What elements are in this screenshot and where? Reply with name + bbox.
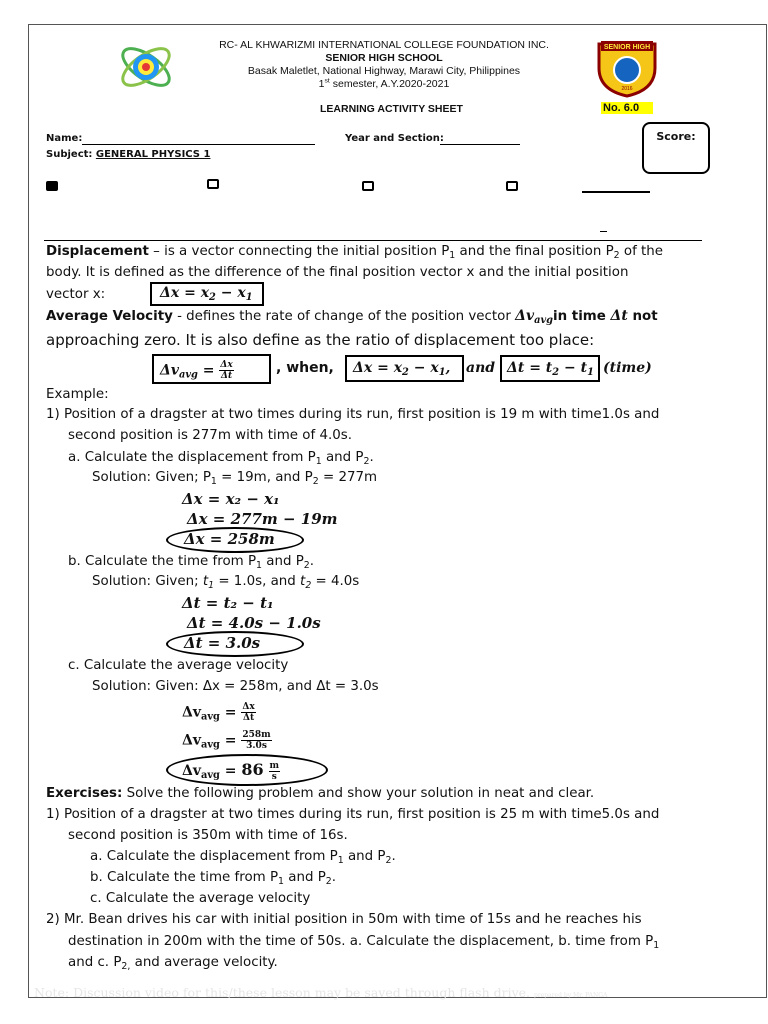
school-name: SENIOR HIGH SCHOOL xyxy=(325,52,443,64)
displacement-line1: Displacement – is a vector connecting the initial position $P_1$ and the final position $P_2$ of the xyxy=(46,244,664,261)
exercise-1-part-c: c. Calculate the average velocity xyxy=(90,891,311,906)
displacement-line3: vector x: xyxy=(46,287,106,302)
example-part-a-given: Solution: Given; $P_1 = 19m$, and $P_2 = 277m$ xyxy=(92,470,378,487)
and-text: and xyxy=(466,360,496,376)
example-a-step1: Δx = x₂ − x₁ xyxy=(182,490,280,508)
example-b-result: Δt = 3.0s xyxy=(184,634,261,652)
when-text: , when, xyxy=(276,360,334,376)
institution-name: RC- AL KHWARIZMI INTERNATIONAL COLLEGE FOUNDATION INC. xyxy=(219,39,549,51)
exercise-2-line1: 2) Mr. Bean drives his car with initial position in 50m with time of 15s and he reaches his xyxy=(46,912,642,927)
checkbox-2[interactable] xyxy=(207,179,219,189)
subject-value: GENERAL PHYSICS 1 xyxy=(95,149,211,160)
svg-text:2016: 2016 xyxy=(621,86,633,92)
exercise-1-part-b: b. Calculate the time from $P_1$ and $P_2$. xyxy=(90,870,337,887)
example-a-result: Δx = 258m xyxy=(184,530,275,548)
year-section-label: Year and Section: xyxy=(345,133,444,144)
displacement-line2: body. It is defined as the difference of the final position vector x and the initial position xyxy=(46,265,629,280)
exercise-1-part-a: a. Calculate the displacement from $P_1$ and $P_2$. xyxy=(90,849,396,866)
example-b-step1: Δt = t₂ − t₁ xyxy=(182,594,274,612)
checkbox-1[interactable] xyxy=(46,181,58,191)
name-field[interactable] xyxy=(82,144,315,145)
footer-note: Note: Discussion video for this/these lesson may be saved through flash drive. prepared by Mr. PANGA xyxy=(34,985,608,1000)
svg-text:SENIOR HIGH: SENIOR HIGH xyxy=(603,44,651,51)
example-a-step2: Δx = 277m − 19m xyxy=(187,510,338,528)
year-section-field[interactable] xyxy=(440,144,520,145)
example-problem-line2: second position is 277m with time of 4.0s. xyxy=(68,428,352,443)
example-part-a: a. Calculate the displacement from $P_1$ and $P_2$. xyxy=(68,450,374,467)
sheet-number: No. 6.0 xyxy=(601,102,653,114)
exercise-1-line1: 1) Position of a dragster at two times during its run, first position is 25 m with time5.0s and xyxy=(46,807,660,822)
score-box[interactable] xyxy=(642,122,710,174)
displacement-formula-box xyxy=(150,282,264,306)
example-part-b: b. Calculate the time from $P_1$ and $P_2$. xyxy=(68,554,315,571)
example-c-step1: $\Delta v_{avg}$ = $\frac{\Delta x}{\Delta t}$ xyxy=(182,702,255,723)
displacement-formula: $\Delta x = x_2 - x_1$ xyxy=(160,285,253,303)
checkbox-4[interactable] xyxy=(506,181,518,191)
subject-label: Subject: GENERAL PHYSICS 1 xyxy=(46,149,211,160)
time-condition: $\Delta t = t_2 - t_1$ xyxy=(507,360,594,378)
exercises-heading: Exercises: Solve the following problem and show your solution in neat and clear. xyxy=(46,786,595,801)
displacement-condition: $\Delta x = x_2 - x_1$, xyxy=(353,360,451,378)
avg-velocity-formula-box xyxy=(152,354,271,384)
example-c-step2: $\Delta v_{avg}$ = $\frac{258m}{3.0s}$ xyxy=(182,730,271,751)
school-address: Basak Maletlet, National Highway, Marawi City, Philippines xyxy=(247,65,521,77)
example-heading: Example: xyxy=(46,387,109,402)
exercise-2-line2: destination in 200m with the time of 50s. a. Calculate the displacement, b. time from $P_1$ xyxy=(68,934,660,951)
example-b-step2: Δt = 4.0s − 1.0s xyxy=(187,614,321,632)
example-part-b-given: Solution: Given; $t_1 = 1.0s$, and $t_2 = 4.0s$ xyxy=(92,574,360,591)
time-unit: (time) xyxy=(603,360,652,376)
divider xyxy=(44,240,702,241)
sheet-title: LEARNING ACTIVITY SHEET xyxy=(320,103,463,115)
footer-credit: prepared by Mr. PANGA xyxy=(534,992,608,999)
time-condition-box xyxy=(500,355,600,382)
exercise-2-line3: and c. $P_{2,}$ and average velocity. xyxy=(68,955,278,972)
name-label: Name: xyxy=(46,133,83,144)
displacement-condition-box xyxy=(345,355,464,382)
example-part-c: c. Calculate the average velocity xyxy=(68,658,289,673)
example-problem-line1: 1) Position of a dragster at two times during its run, first position is 19 m with time1.0s and xyxy=(46,407,660,422)
exercise-1-line2: second position is 350m with time of 16s. xyxy=(68,828,348,843)
score-label: Score: xyxy=(656,130,696,143)
avg-velocity-line2: approaching zero. It is also define as the ratio of displacement too place: xyxy=(46,331,595,349)
small-dash xyxy=(600,231,607,232)
avg-velocity-line1: Average Velocity - defines the rate of change of the position vector $\Delta v_{avg}in$ time Δt not xyxy=(46,308,658,326)
avg-velocity-formula: $\Delta v_{avg}$ = $\frac{\Delta x}{\Delta t}$ xyxy=(160,360,233,381)
example-c-result: $\Delta v_{avg} = 86$ $\frac{m}{s}$ xyxy=(182,760,280,782)
example-part-c-given: Solution: Given: Δx = 258m, and Δt = 3.0s xyxy=(92,679,379,694)
checkbox-3[interactable] xyxy=(362,181,374,191)
blank-line xyxy=(582,191,650,193)
semester-line: 1st semester, A.Y.2020-2021 xyxy=(318,77,450,90)
